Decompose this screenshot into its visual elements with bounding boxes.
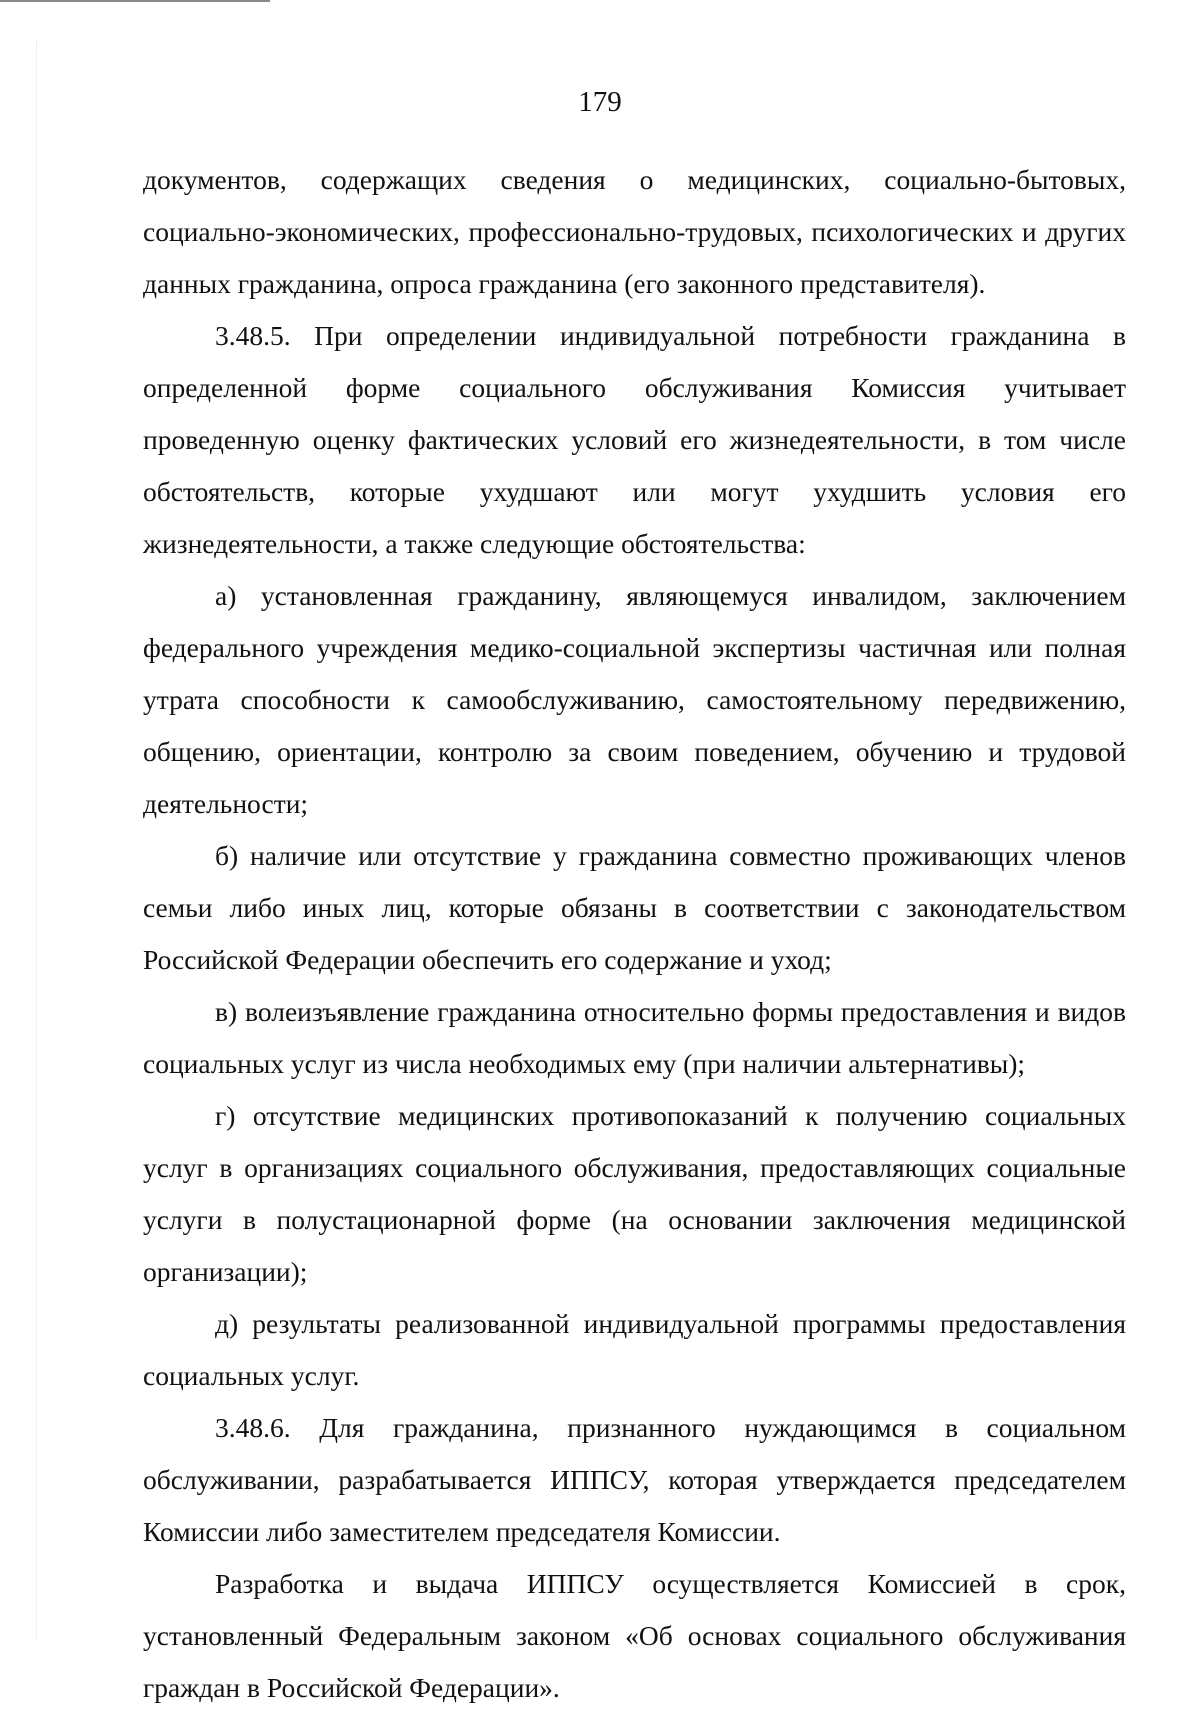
top-edge-rule (0, 0, 270, 2)
scan-left-edge (36, 40, 37, 1640)
paragraph-3-48-6: 3.48.6. Для гражданина, признанного нуждающимся в социальном обслуживании, разрабатывается ИППСУ, которая утверждается председателем Комиссии либо заместителем председателя Комиссии. (143, 1412, 1126, 1547)
paragraph-ippsu-issuance: Разработка и выдача ИППСУ осуществляется Комиссией в срок, установленный Федеральным законом «Об основах социального обслуживания граждан в Российской Федерации». (143, 1568, 1126, 1703)
list-item-b: б) наличие или отсутствие у гражданина совместно проживающих членов семьи либо иных лиц, которые обязаны в соответствии с законодательством Российской Федерации обеспечить его содержание и уход; (143, 840, 1126, 975)
paragraph-continuation: документов, содержащих сведения о медицинских, социально-бытовых, социально-экономических, профессионально-трудовых, психологических и других данных гражданина, опроса гражданина (его законного представителя). (143, 164, 1126, 299)
list-item-v: в) волеизъявление гражданина относительно формы предоставления и видов социальных услуг из числа необходимых ему (при наличии альтернативы); (143, 996, 1126, 1079)
list-item-g: г) отсутствие медицинских противопоказаний к получению социальных услуг в организациях социального обслуживания, предоставляющих социальные услуги в полустационарной форме (на основании заключения медицинской организации); (143, 1100, 1126, 1287)
document-body (143, 154, 1126, 1714)
page-number: 179 (578, 86, 622, 118)
list-item-d: д) результаты реализованной индивидуальной программы предоставления социальных услуг. (143, 1308, 1126, 1391)
paragraph-3-48-5: 3.48.5. При определении индивидуальной потребности гражданина в определенной форме социального обслуживания Комиссия учитывает проведенную оценку фактических условий его жизнедеятельности, в том числе обстоятельств, которые ухудшают или могут ухудшить условия его жизнедеятельности, а также следующие обстоятельства: (143, 320, 1126, 559)
list-item-a: а) установленная гражданину, являющемуся инвалидом, заключением федерального учреждения медико-социальной экспертизы частичная или полная утрата способности к самообслуживанию, самостоятельному передвижению, общению, ориентации, контролю за своим поведением, обучению и трудовой деятельности; (143, 580, 1126, 819)
